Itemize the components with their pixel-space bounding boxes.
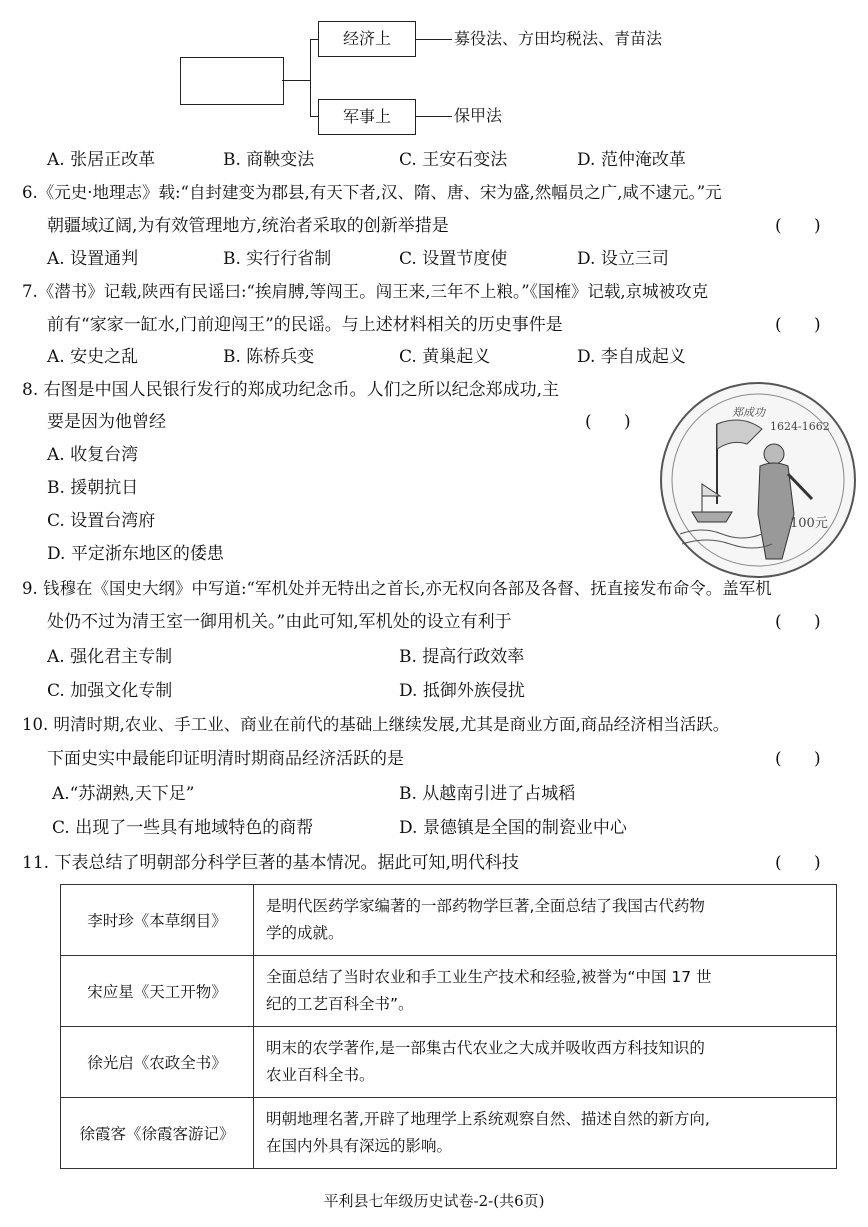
- coin-denomination: 100元: [790, 516, 828, 531]
- table-cell-description: [254, 885, 837, 956]
- q9-option-a[interactable]: A. 强化君主专制: [47, 647, 173, 667]
- q6-answer-bracket[interactable]: ( ): [775, 216, 821, 236]
- q9-option-b[interactable]: B. 提高行政效率: [399, 647, 525, 667]
- description-line: 纪的工艺百科全书”。: [266, 995, 414, 1013]
- diagram-connector: [310, 39, 318, 40]
- q9-stem-line1: 9. 钱穆在《国史大纲》中写道:“军机处并无特出之首长,亦无权向各部及各督、抚直接发布命令。盖军机: [22, 579, 772, 598]
- description-line: 学的成就。: [266, 924, 344, 942]
- diagram-connector: [416, 116, 452, 117]
- q10-answer-bracket[interactable]: ( ): [775, 749, 821, 769]
- q7-stem-line1: 7.《潜书》记载,陕西有民谣曰:“挨肩膊,等闯王。闯王来,三年不上粮。”《国榷》记载,京城被攻克: [22, 282, 709, 301]
- table-cell-work: 李时珍《本草纲目》: [61, 885, 254, 956]
- q8-option-d[interactable]: D. 平定浙东地区的倭患: [47, 544, 224, 564]
- q7-stem-line2: 前有“家家一缸水,门前迎闯王”的民谣。与上述材料相关的历史事件是: [47, 315, 563, 335]
- coin-name: 郑成功: [732, 406, 765, 419]
- table-cell-work: 宋应星《天工开物》: [61, 956, 254, 1027]
- description-line: 全面总结了当时农业和手工业生产技术和经验,被誉为“中国 17 世: [266, 968, 712, 986]
- coin-years: 1624-1662: [770, 420, 830, 433]
- q7-option-b[interactable]: B. 陈桥兵变: [223, 347, 315, 367]
- table-row: [61, 956, 837, 1027]
- table-cell-description: [254, 1027, 837, 1098]
- science-works-table: [60, 884, 837, 1169]
- q8-stem-line2: 要是因为他曾经: [47, 412, 166, 432]
- q7-answer-bracket[interactable]: ( ): [775, 315, 821, 335]
- diagram-economy-items: 募役法、方田均税法、青苗法: [454, 29, 663, 48]
- q10-stem-line1: 10. 明清时期,农业、手工业、商业在前代的基础上继续发展,尤其是商业方面,商品经济相当活跃。: [22, 715, 730, 734]
- diagram-blank-box: [180, 57, 284, 105]
- table-cell-description: [254, 1098, 837, 1169]
- q6-stem-line2: 朝疆域辽阔,为有效管理地方,统治者采取的创新举措是: [47, 216, 449, 236]
- table-row: [61, 1098, 837, 1169]
- q5-option-a[interactable]: A. 张居正改革: [47, 150, 156, 170]
- diagram-economy-box: 经济上: [318, 21, 416, 57]
- table-cell-work: 徐光启《农政全书》: [61, 1027, 254, 1098]
- description-line: 农业百科全书。: [266, 1066, 375, 1084]
- commemorative-coin-image: [660, 382, 856, 578]
- diagram-connector: [310, 39, 311, 116]
- page-footer: 平利县七年级历史试卷-2-(共6页): [323, 1192, 545, 1210]
- q10-option-a[interactable]: A.“苏湖熟,天下足”: [52, 784, 195, 804]
- q9-option-d[interactable]: D. 抵御外族侵扰: [399, 681, 525, 701]
- q10-option-d[interactable]: D. 景德镇是全国的制瓷业中心: [399, 818, 627, 838]
- description-line: 明末的农学著作,是一部集古代农业之大成并吸收西方科技知识的: [266, 1039, 705, 1057]
- q9-answer-bracket[interactable]: ( ): [775, 612, 821, 632]
- q6-option-b[interactable]: B. 实行行省制: [223, 249, 332, 269]
- q5-option-b[interactable]: B. 商鞅变法: [223, 150, 315, 170]
- q8-stem-line1: 8. 右图是中国人民银行发行的郑成功纪念币。人们之所以纪念郑成功,主: [22, 380, 560, 400]
- q7-option-a[interactable]: A. 安史之乱: [47, 347, 139, 367]
- q5-option-d[interactable]: D. 范仲淹改革: [577, 150, 686, 170]
- q6-option-d[interactable]: D. 设立三司: [577, 249, 669, 269]
- q7-option-d[interactable]: D. 李自成起义: [577, 347, 686, 367]
- diagram-connector: [310, 116, 318, 117]
- q8-answer-bracket[interactable]: ( ): [585, 412, 631, 432]
- q9-option-c[interactable]: C. 加强文化专制: [47, 681, 173, 701]
- table-cell-work: 徐霞客《徐霞客游记》: [61, 1098, 254, 1169]
- q10-stem-line2: 下面史实中最能印证明清时期商品经济活跃的是: [47, 749, 404, 769]
- q11-stem: 11. 下表总结了明朝部分科学巨著的基本情况。据此可知,明代科技: [22, 853, 519, 873]
- table-row: [61, 885, 837, 956]
- diagram-connector: [416, 39, 452, 40]
- q10-option-b[interactable]: B. 从越南引进了占城稻: [399, 784, 576, 804]
- diagram-connector: [282, 80, 310, 81]
- q6-stem-line1: 6.《元史·地理志》载:“自封建变为郡县,有天下者,汉、隋、唐、宋为盛,然幅员之广,咸不逮元。”元: [22, 183, 722, 202]
- q9-stem-line2: 处仍不过为清王室一御用机关。”由此可知,军机处的设立有利于: [47, 612, 512, 632]
- q10-option-c[interactable]: C. 出现了一些具有地域特色的商帮: [52, 818, 314, 838]
- table-cell-description: [254, 956, 837, 1027]
- description-line: 是明代医药学家编著的一部药物学巨著,全面总结了我国古代药物: [266, 897, 705, 915]
- diagram-military-items: 保甲法: [454, 106, 503, 125]
- q6-option-c[interactable]: C. 设置节度使: [399, 249, 508, 269]
- q8-option-a[interactable]: A. 收复台湾: [47, 445, 139, 465]
- q8-option-c[interactable]: C. 设置台湾府: [47, 511, 156, 531]
- q6-option-a[interactable]: A. 设置通判: [47, 249, 139, 269]
- diagram-military-box: 军事上: [318, 99, 416, 135]
- q11-answer-bracket[interactable]: ( ): [775, 853, 821, 873]
- q5-option-c[interactable]: C. 王安石变法: [399, 150, 508, 170]
- description-line: 明朝地理名著,开辟了地理学上系统观察自然、描述自然的新方向,: [266, 1110, 710, 1128]
- table-row: [61, 1027, 837, 1098]
- description-line: 在国内外具有深远的影响。: [266, 1137, 453, 1155]
- q7-option-c[interactable]: C. 黄巢起义: [399, 347, 491, 367]
- q8-option-b[interactable]: B. 援朝抗日: [47, 478, 139, 498]
